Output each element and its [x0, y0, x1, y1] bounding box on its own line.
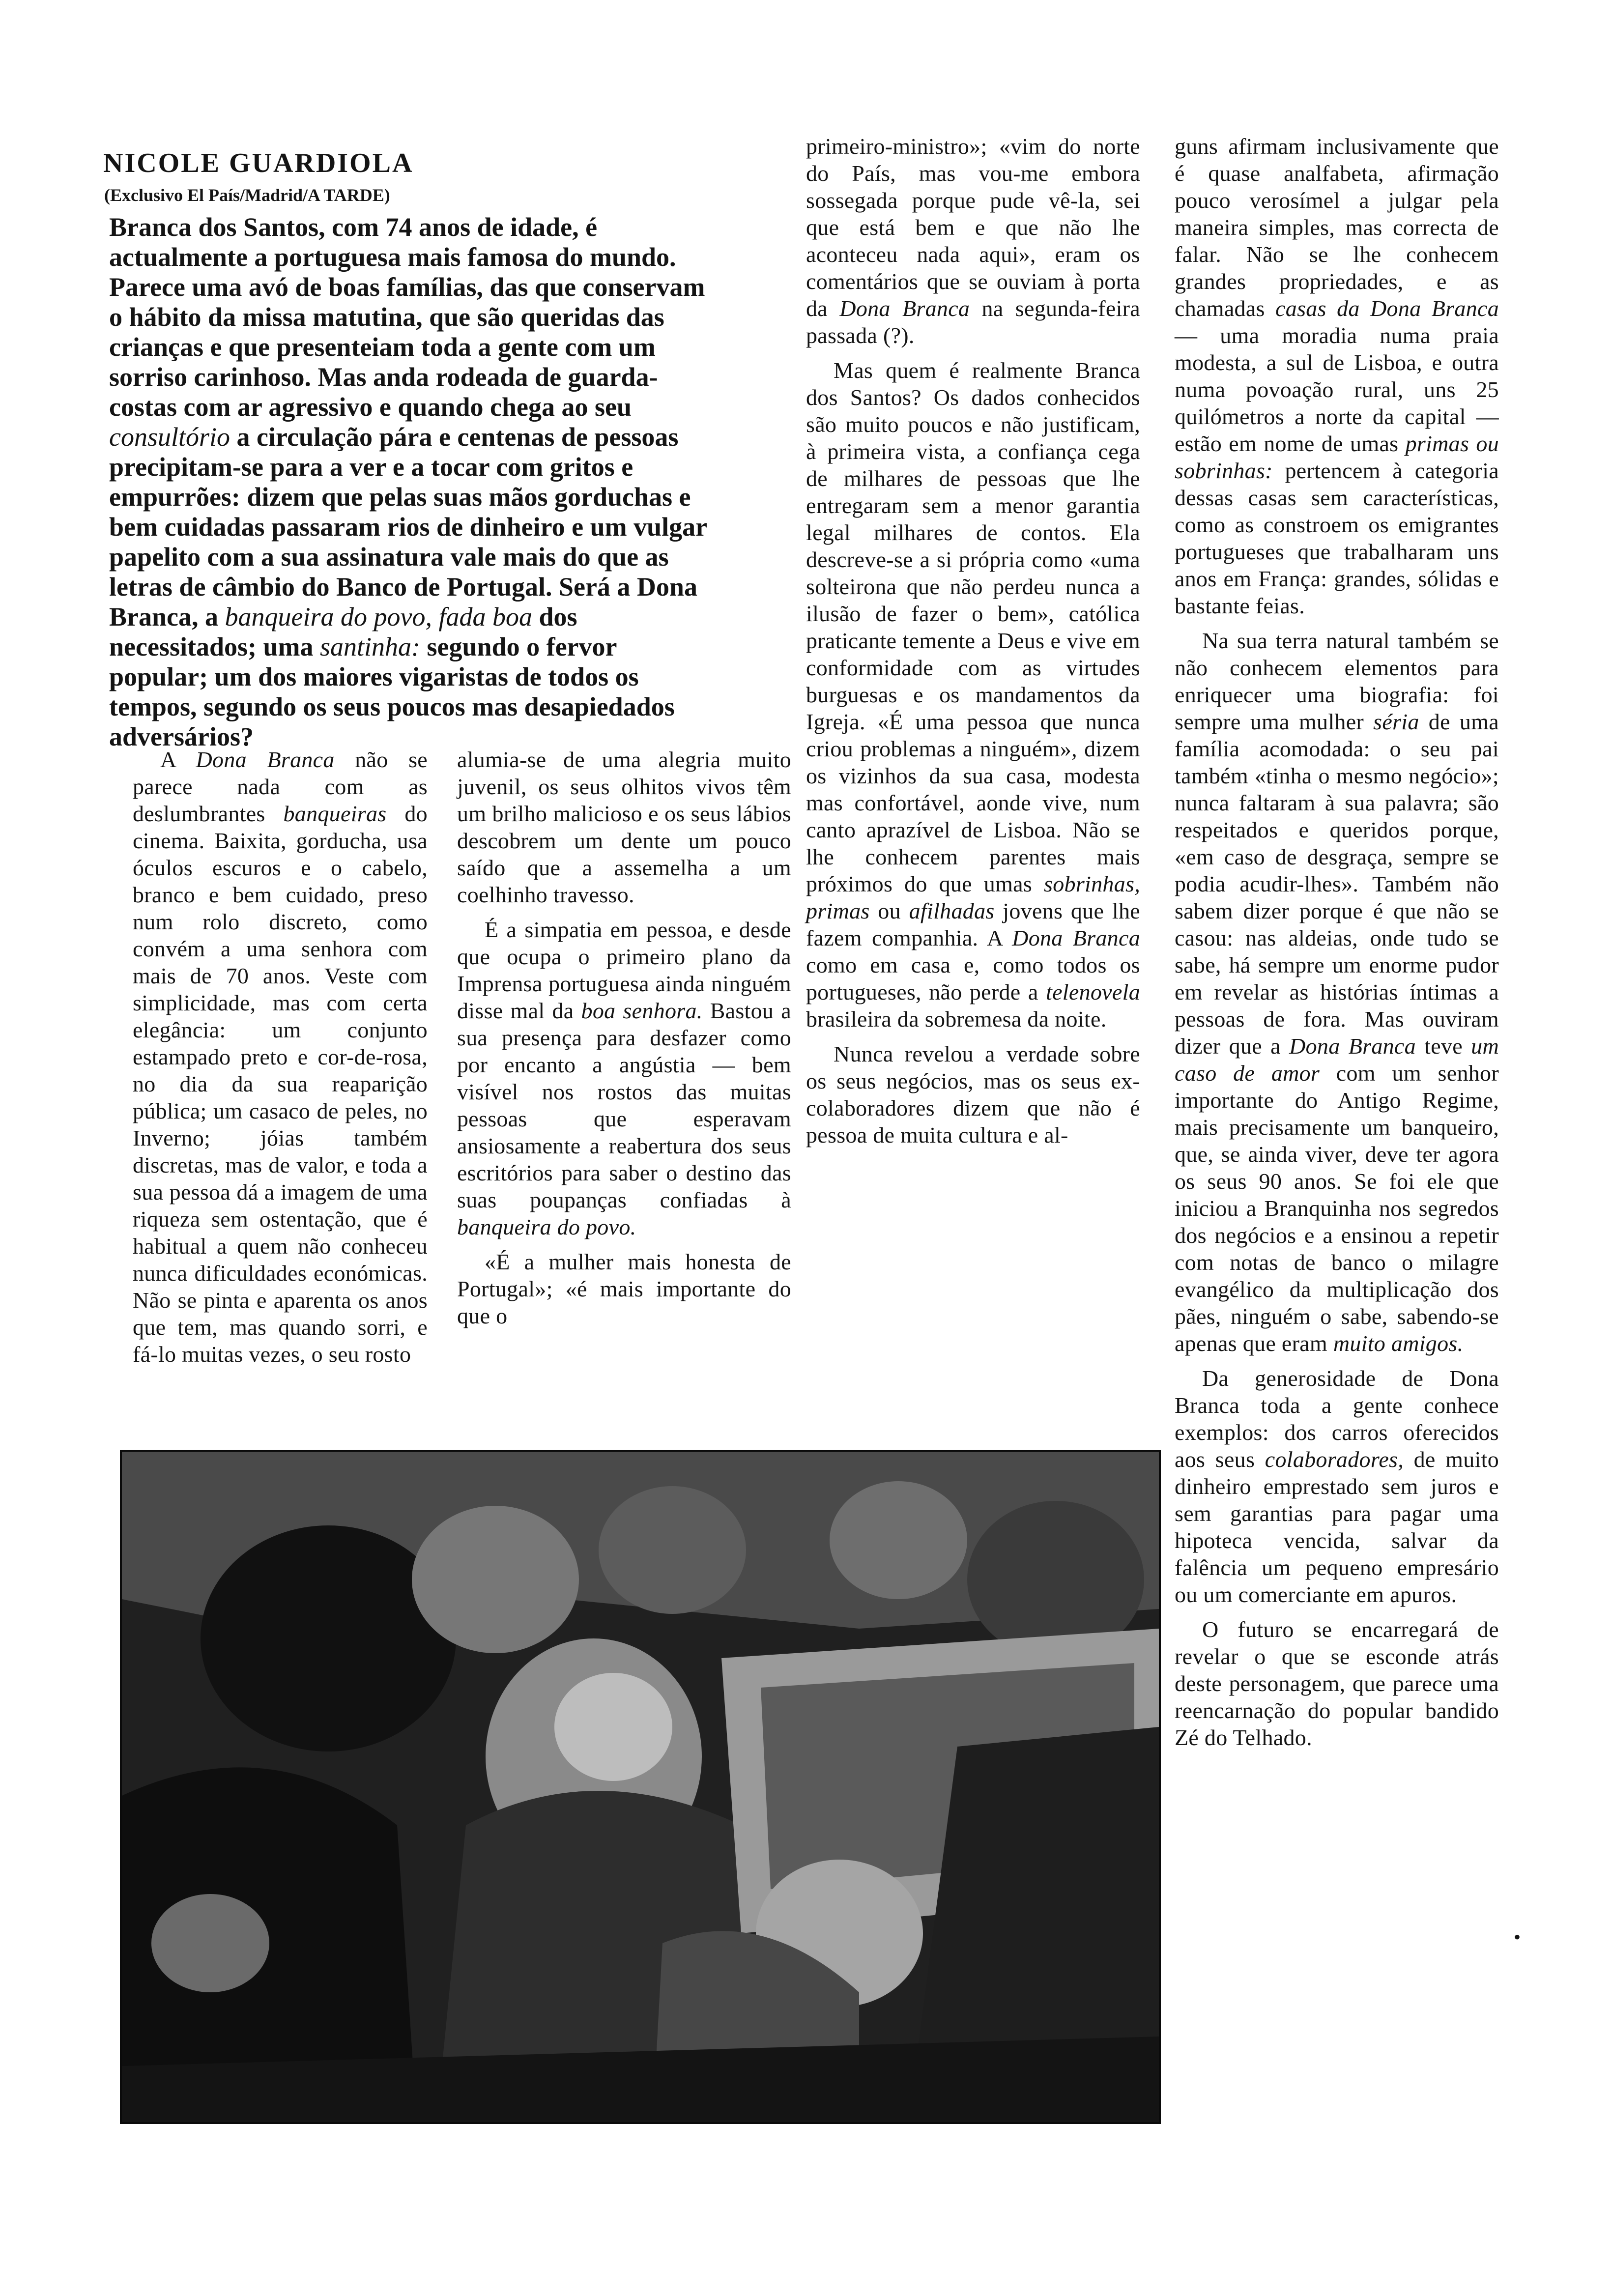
col2-paragraph-1: alumia-se de uma alegria muito juvenil, os seus olhitos vivos têm um brilho malicioso e os seus lábios descobrem um dente um pouco saído que a assemelha a um coelhinho travesso. — [457, 747, 791, 907]
source-line: (Exclusivo El País/Madrid/A TARDE) — [104, 185, 390, 205]
column-3 — [806, 133, 1140, 1156]
col4-paragraph-4: O futuro se encarregará de revelar o que se esconde atrás deste personagem, que parece uma reencarnação do popular bandido Zé do Telhado. — [1175, 1617, 1499, 1750]
col3-paragraph-1: primeiro-ministro»; «vim do norte do País, mas vou-me embora sossegada porque pude vê-la, sei que está bem e que não lhe aconteceu nada aqui», eram os comentários que se ouviam à porta da Dona Branca na segunda-feira passada (?). — [806, 134, 1140, 348]
col2-paragraph-2: É a simpatia em pessoa, e desde que ocupa o primeiro plano da Imprensa portuguesa ainda ninguém disse mal da boa senhora. Bastou a sua presença para desfazer como por encanto a angústia — bem visível nos rostos das muitas pessoas que esperavam ansiosamente a reabertura dos seus escritórios para saber o destino das suas poupanças confiadas à banqueira do povo. — [457, 917, 791, 1239]
col4-paragraph-1: guns afirmam inclusivamente que é quase analfabeta, afirmação pouco verosímel a julgar pela maneira simples, mas correcta de falar. Não se lhe conhecem grandes propriedades, e as chamadas casas da Dona Branca — uma moradia numa praia modesta, a sul de Lisboa, e outra numa povoação rural, uns 25 quilómetros a norte da capital — estão em nome de umas primas ou sobrinhas: pertencem à categoria dessas casas sem características, como as constroem os emigrantes portugueses que trabalharam uns anos em França: grandes, sólidas e bastante feias. — [1175, 134, 1499, 618]
col3-paragraph-2: Mas quem é realmente Branca dos Santos? Os dados conhecidos são muito poucos e não justificam, à primeira vista, a confiança cega de milhares de pessoas que lhe entregaram sem a menor garantia legal milhares de contos. Ela descreve-se a si própria como «uma solteirona que não perdeu nunca a ilusão de fazer o bem», católica praticante temente a Deus e vive em conformidade com as virtudes burguesas e os mandamentos da Igreja. «É uma pessoa que nunca criou problemas a ninguém», dizem os vizinhos da sua casa, modesta mas confortável, aonde vive, num canto aprazível de Lisboa. Não se lhe conhecem parentes mais próximos do que umas sobrinhas, primas ou afilhadas jovens que lhe fazem companhia. A Dona Branca como em casa e, como todos os portugueses, não perde a telenovela brasileira da sobremesa da noite. — [806, 358, 1141, 1032]
col4-paragraph-2: Na sua terra natural também se não conhecem elementos para enriquecer uma biografia: foi sempre uma mulher séria de uma família acomodada: o seu pai também «tinha o mesmo negócio»; nunca faltaram à sua palavra; são respeitados e queridos porque, «em caso de desgraça, sempre se podia acudir-lhes». Também não sabem dizer porque é que não se casou: nas aldeias, onde tudo se sabe, há sempre um enorme pudor em revelar as histórias íntimas a pessoas de fora. Mas ouviram dizer que a Dona Branca teve um caso de amor com um senhor importante do Antigo Regime, mais precisamente um banqueiro, que, se ainda viver, deve ter agora os seus 90 anos. Se foi ele que iniciou a Branquinha nos segredos dos negócios e a ensinou a repetir com notas de banco o milagre evangélico da multiplicação dos pães, ninguém o sabe, sabendo-se apenas que eram muito amigos. — [1175, 628, 1499, 1356]
byline: NICOLE GUARDIOLA — [103, 148, 414, 178]
col1-paragraph-1: A Dona Branca não se parece nada com as deslumbrantes banqueiras do cinema. Baixita, gorducha, usa óculos escuros e o cabelo, branco e bem cuidado, preso num rolo discreto, como convém a uma senhora com mais de 70 anos. Veste com simplicidade, mas com certa elegância: um conjunto estampado preto e cor-de-rosa, no dia da sua reaparição pública; um casaco de peles, no Inverno; jóias também discretas, mas de valor, e toda a sua pessoa dá a imagem de uma riqueza sem ostentação, que é habitual a quem não conheceu nunca dificuldades económicas. Não se pinta e aparenta os anos que tem, mas quando sorri, e fá-lo muitas vezes, o seu rosto — [133, 747, 428, 1367]
photo-image — [122, 1452, 1159, 2122]
column-1 — [133, 746, 428, 1376]
lead-paragraph: Branca dos Santos, com 74 anos de idade, é actualmente a portuguesa mais famosa do mundo. Parece uma avó de boas famílias, das que conservam o hábito da missa matutina, que são queridas das crianças e que presenteiam toda a gente com um sorriso carinhoso. Mas anda rodeada de guarda-costas com ar agressivo e quando chega ao seu consultório a circulação pára e centenas de pessoas precipitam-se para a ver e a tocar com gritos e empurrões: dizem que pelas suas mãos gorduchas e bem cuidadas passaram rios de dinheiro e um vulgar papelito com a sua assinatura vale mais do que as letras de câmbio do Banco de Portugal. Será a Dona Branca, a banqueira do povo, fada boa dos necessitados; uma santinha: segundo o fervor popular; um dos maiores vigaristas de todos os tempos, segundo os seus poucos mas desapiedados adversários? — [109, 212, 707, 751]
col2-paragraph-3: «É a mulher mais honesta de Portugal»; «é mais importante do que o — [457, 1249, 791, 1328]
column-4 — [1175, 133, 1499, 1759]
news-photo — [120, 1450, 1161, 2124]
bullet-mark: • — [1514, 1926, 1521, 1948]
col3-paragraph-3: Nunca revelou a verdade sobre os seus negócios, mas os seus ex-colaboradores dizem que não é pessoa de muita cultura e al- — [806, 1041, 1140, 1148]
column-2 — [457, 746, 791, 1337]
col4-paragraph-3: Da generosidade de Dona Branca toda a gente conhece exemplos: dos carros oferecidos aos seus colaboradores, de muito dinheiro emprestado sem juros e sem garantias para pagar uma hipoteca vencida, salvar da falência um pequeno empresário ou um comerciante em apuros. — [1175, 1366, 1499, 1607]
